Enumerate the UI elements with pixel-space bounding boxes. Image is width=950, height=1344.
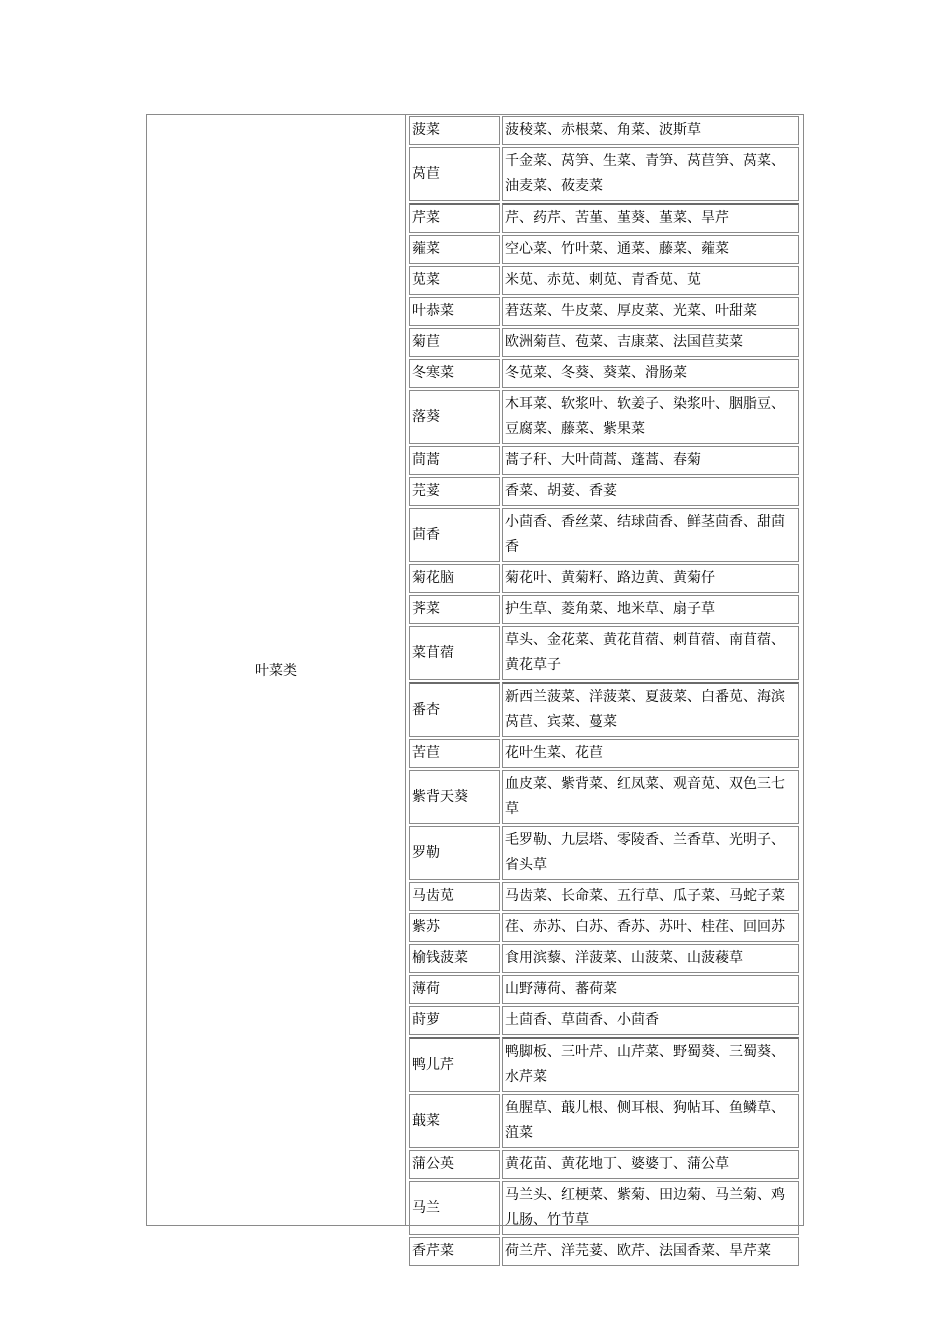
table-row bbox=[409, 882, 799, 911]
vegetable-name: 荠菜 bbox=[409, 595, 500, 624]
vegetable-name: 菊苣 bbox=[409, 328, 500, 357]
table-row bbox=[409, 1037, 799, 1092]
vegetable-name: 茼蒿 bbox=[409, 446, 500, 475]
table-row bbox=[409, 913, 799, 942]
table-row bbox=[409, 203, 799, 233]
vegetable-name: 茴香 bbox=[409, 508, 500, 562]
vegetable-aliases: 蒿子秆、大叶茼蒿、蓬蒿、春菊 bbox=[502, 446, 799, 475]
vegetable-name: 苦苣 bbox=[409, 739, 500, 768]
vegetable-aliases: 空心菜、竹叶菜、通菜、藤菜、蕹菜 bbox=[502, 235, 799, 264]
table-row bbox=[409, 944, 799, 973]
vegetable-name: 鸭儿芹 bbox=[409, 1037, 500, 1092]
table-row bbox=[409, 359, 799, 388]
table-row bbox=[409, 826, 799, 880]
table-row bbox=[409, 770, 799, 824]
vegetable-name: 苋菜 bbox=[409, 266, 500, 295]
vegetable-name: 莴苣 bbox=[409, 147, 500, 201]
table-row bbox=[409, 739, 799, 768]
table-row bbox=[409, 626, 799, 680]
vegetable-name: 罗勒 bbox=[409, 826, 500, 880]
vegetable-aliases: 欧洲菊苣、苞菜、吉康菜、法国苣荬菜 bbox=[502, 328, 799, 357]
vegetable-name: 落葵 bbox=[409, 390, 500, 444]
vegetable-name: 蕺菜 bbox=[409, 1094, 500, 1148]
vegetable-aliases: 食用滨藜、洋菠菜、山菠菜、山菠薐草 bbox=[502, 944, 799, 973]
vegetable-aliases: 米苋、赤苋、刺苋、青香苋、苋 bbox=[502, 266, 799, 295]
vegetable-aliases: 花叶生菜、花苣 bbox=[502, 739, 799, 768]
table-row bbox=[409, 508, 799, 562]
table-row bbox=[409, 390, 799, 444]
table-row bbox=[409, 116, 799, 145]
table-row bbox=[409, 1094, 799, 1148]
vegetable-name: 蕹菜 bbox=[409, 235, 500, 264]
vegetable-name: 马齿苋 bbox=[409, 882, 500, 911]
table-row bbox=[409, 328, 799, 357]
vegetable-name: 菊花脑 bbox=[409, 564, 500, 593]
vegetable-aliases: 木耳菜、软浆叶、软姜子、染浆叶、胭脂豆、豆腐菜、藤菜、紫果菜 bbox=[502, 390, 799, 444]
vegetable-name: 薄荷 bbox=[409, 975, 500, 1004]
table-row bbox=[409, 1237, 799, 1266]
table-row bbox=[409, 1181, 799, 1235]
vegetable-aliases: 小茴香、香丝菜、结球茴香、鲜茎茴香、甜茴香 bbox=[502, 508, 799, 562]
vegetable-name: 冬寒菜 bbox=[409, 359, 500, 388]
vegetable-table bbox=[146, 114, 804, 1259]
vegetable-name: 榆钱菠菜 bbox=[409, 944, 500, 973]
vegetable-name: 香芹菜 bbox=[409, 1237, 500, 1266]
table-row bbox=[409, 147, 799, 201]
table-row bbox=[409, 564, 799, 593]
vegetable-aliases: 菠稜菜、赤根菜、角菜、波斯草 bbox=[502, 116, 799, 145]
vegetable-name: 菜苜蓿 bbox=[409, 626, 500, 680]
vegetable-name: 蒲公英 bbox=[409, 1150, 500, 1179]
vegetable-aliases: 护生草、菱角菜、地米草、扇子草 bbox=[502, 595, 799, 624]
vegetable-name: 叶恭菜 bbox=[409, 297, 500, 326]
table-row bbox=[409, 1150, 799, 1179]
vegetable-aliases: 千金菜、莴笋、生菜、青笋、莴苣笋、莴菜、油麦菜、莜麦菜 bbox=[502, 147, 799, 201]
vegetable-name: 马兰 bbox=[409, 1181, 500, 1235]
vegetable-aliases: 马兰头、红梗菜、紫菊、田边菊、马兰菊、鸡儿肠、竹节草 bbox=[502, 1181, 799, 1235]
vegetable-name: 芫荽 bbox=[409, 477, 500, 506]
table-row bbox=[409, 682, 799, 737]
vegetable-aliases: 山野薄荷、蕃荷菜 bbox=[502, 975, 799, 1004]
vegetable-name: 芹菜 bbox=[409, 203, 500, 233]
vegetable-name: 紫苏 bbox=[409, 913, 500, 942]
vegetable-aliases: 冬苋菜、冬葵、葵菜、滑肠菜 bbox=[502, 359, 799, 388]
vegetable-aliases: 血皮菜、紫背菜、红凤菜、观音苋、双色三七草 bbox=[502, 770, 799, 824]
table-row bbox=[409, 975, 799, 1004]
vegetable-aliases: 鸭脚板、三叶芹、山芹菜、野蜀葵、三蜀葵、水芹菜 bbox=[502, 1037, 799, 1092]
category-cell: 叶菜类 bbox=[147, 115, 406, 1225]
table-row bbox=[409, 266, 799, 295]
vegetable-aliases: 莙荙菜、牛皮菜、厚皮菜、光菜、叶甜菜 bbox=[502, 297, 799, 326]
vegetable-aliases: 毛罗勒、九层塔、零陵香、兰香草、光明子、省头草 bbox=[502, 826, 799, 880]
vegetable-aliases: 草头、金花菜、黄花苜蓿、刺苜蓿、南苜蓿、黄花草子 bbox=[502, 626, 799, 680]
vegetable-aliases: 芹、药芹、苦堇、堇葵、堇菜、旱芹 bbox=[502, 203, 799, 233]
vegetable-aliases: 黄花苗、黄花地丁、婆婆丁、蒲公草 bbox=[502, 1150, 799, 1179]
table-body bbox=[409, 116, 799, 1268]
vegetable-name: 番杏 bbox=[409, 682, 500, 737]
vegetable-aliases: 土茴香、草茴香、小茴香 bbox=[502, 1006, 799, 1035]
vegetable-aliases: 香菜、胡荽、香荽 bbox=[502, 477, 799, 506]
vegetable-aliases: 新西兰菠菜、洋菠菜、夏菠菜、白番苋、海滨莴苣、宾菜、蔓菜 bbox=[502, 682, 799, 737]
table-row bbox=[409, 446, 799, 475]
table-row bbox=[409, 1006, 799, 1035]
vegetable-aliases: 鱼腥草、蕺儿根、侧耳根、狗帖耳、鱼鳞草、菹菜 bbox=[502, 1094, 799, 1148]
table-row bbox=[409, 235, 799, 264]
vegetable-name: 莳萝 bbox=[409, 1006, 500, 1035]
vegetable-aliases: 菊花叶、黄菊籽、路边黄、黄菊仔 bbox=[502, 564, 799, 593]
vegetable-aliases: 荷兰芹、洋芫荽、欧芹、法国香菜、旱芹菜 bbox=[502, 1237, 799, 1266]
vegetable-name: 紫背天葵 bbox=[409, 770, 500, 824]
table-row bbox=[409, 477, 799, 506]
table-row bbox=[409, 595, 799, 624]
vegetable-aliases: 马齿菜、长命菜、五行草、瓜子菜、马蛇子菜 bbox=[502, 882, 799, 911]
vegetable-aliases: 荏、赤苏、白苏、香苏、苏叶、桂荏、回回苏 bbox=[502, 913, 799, 942]
vegetable-name: 菠菜 bbox=[409, 116, 500, 145]
table-row bbox=[409, 297, 799, 326]
